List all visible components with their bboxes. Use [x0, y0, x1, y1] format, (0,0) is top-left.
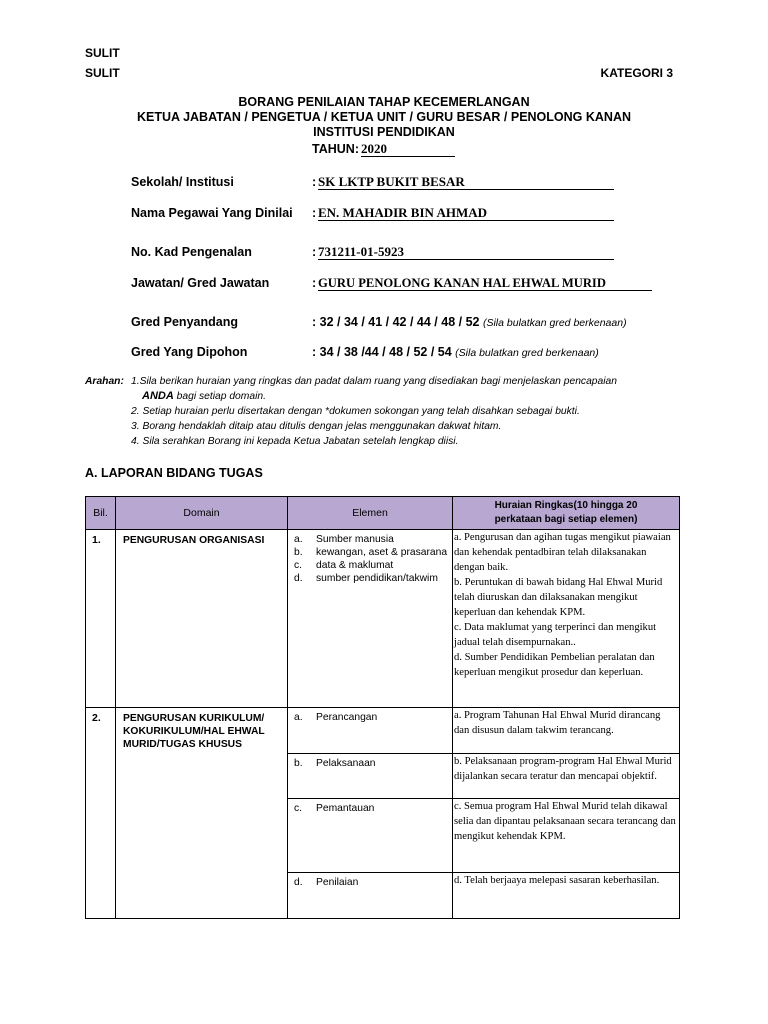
- row2-element-d: d. Penilaian: [288, 873, 453, 919]
- row2-element-c: c. Pemantauan: [288, 799, 453, 873]
- sulit-top: SULIT: [85, 46, 120, 60]
- row2-element-b: b. Pelaksanaan: [288, 754, 453, 799]
- row2-element-a: a. Perancangan: [288, 708, 453, 754]
- row2-bil: 2.: [86, 708, 116, 919]
- gred-penyandang-note: (Sila bulatkan gred berkenaan): [482, 317, 627, 329]
- tahun-value: 2020: [361, 142, 455, 157]
- huraian-d: d. Sumber Pendidikan Pembelian peralatan dan keperluan mengikut prosedur dan keperluan.: [454, 652, 655, 678]
- jawatan-label: Jawatan/ Gred Jawatan: [131, 276, 270, 290]
- arahan-label: Arahan:: [85, 376, 124, 387]
- nama-value: EN. MAHADIR BIN AHMAD: [318, 206, 614, 221]
- list-item: c. data & maklumat: [294, 560, 394, 571]
- nama-label: Nama Pegawai Yang Dinilai: [131, 206, 293, 220]
- list-item: d. sumber pendidikan/takwim: [294, 573, 438, 584]
- sekolah-colon: :: [312, 175, 317, 189]
- row1-domain: PENGURUSAN ORGANISASI: [116, 530, 288, 708]
- table-row: [86, 708, 680, 754]
- gred-dipohon-note: (Sila bulatkan gred berkenaan): [455, 347, 599, 359]
- nama-colon: :: [312, 206, 317, 220]
- row1-huraian: [453, 530, 680, 708]
- header-bil: Bil.: [86, 497, 116, 530]
- huraian-a: a. Pengurusan dan agihan tugas mengikut piawaian dan kehendak pentadbiran telah dilaksanakan dengan baik.: [454, 532, 671, 573]
- jawatan-value: GURU PENOLONG KANAN HAL EHWAL MURID: [318, 276, 652, 291]
- row2-huraian-a: a. Program Tahunan Hal Ehwal Murid dirancang dan disusun dalam takwim terancang.: [453, 708, 680, 754]
- huraian-c: c. Data maklumat yang terperinci dan mengikut jadual telah disempurnakan..: [454, 622, 657, 648]
- header-huraian-line2: perkataan bagi setiap elemen): [494, 514, 638, 525]
- row2-huraian-c: c. Semua program Hal Ehwal Murid telah dikawal selia dan dipantau pelaksanaan secara terancang dan mengikut kehendak KPM.: [453, 799, 680, 873]
- table-row: [86, 530, 680, 708]
- kategori-label: KATEGORI 3: [600, 66, 673, 80]
- kad-pengenalan-value: 731211-01-5923: [318, 245, 614, 260]
- arahan-item-4: 4. Sila serahkan Borang ini kepada Ketua Jabatan setelah lengkap diisi.: [131, 436, 459, 447]
- header-huraian: [453, 497, 680, 530]
- gred-penyandang-value: : 32 / 34 / 41 / 42 / 44 / 48 / 52: [312, 315, 480, 329]
- arahan-item-1-cont: [142, 389, 266, 404]
- arahan-item-1: 1.Sila berikan huraian yang ringkas dan padat dalam ruang yang disediakan bagi menjelaskan pencapaian: [131, 376, 618, 387]
- header-huraian-line1: Huraian Ringkas(10 hingga 20: [494, 500, 638, 511]
- gred-dipohon-value: : 34 / 38 /44 / 48 / 52 / 54: [312, 345, 452, 359]
- list-item: a. Sumber manusia: [294, 534, 394, 545]
- sulit-label: SULIT: [85, 66, 120, 80]
- arahan-anda: ANDA: [142, 390, 174, 402]
- arahan-item-2: 2. Setiap huraian perlu disertakan dengan *dokumen sokongan yang telah disahkan sebagai bukti.: [131, 406, 580, 417]
- kad-pengenalan-label: No. Kad Pengenalan: [131, 245, 252, 259]
- section-title: A. LAPORAN BIDANG TUGAS: [85, 466, 263, 480]
- arahan-item-3: 3. Borang hendaklah ditaip atau ditulis dengan jelas menggunakan dakwat hitam.: [131, 421, 502, 432]
- header-elemen: Elemen: [288, 497, 453, 530]
- header-domain: Domain: [116, 497, 288, 530]
- gred-dipohon-label: Gred Yang Dipohon: [131, 345, 248, 359]
- row1-bil: 1.: [86, 530, 116, 708]
- row1-elements: [288, 530, 453, 708]
- arahan-item-1-tail: bagi setiap domain.: [176, 391, 266, 402]
- sekolah-label: Sekolah/ Institusi: [131, 175, 234, 189]
- form-title-line2: KETUA JABATAN / PENGETUA / KETUA UNIT / GURU BESAR / PENOLONG KANAN: [137, 110, 631, 124]
- form-title-line1: BORANG PENILAIAN TAHAP KECEMERLANGAN: [238, 95, 530, 109]
- list-item: b. kewangan, aset & prasarana: [294, 547, 448, 558]
- sekolah-value: SK LKTP BUKIT BESAR: [318, 175, 614, 190]
- table-header-row: [86, 497, 680, 530]
- gred-penyandang: [312, 315, 627, 329]
- huraian-b: b. Peruntukan di bawah bidang Hal Ehwal Murid telah diuruskan dan dilaksanakan mengikut keperluan dan kehendak KPM.: [454, 577, 663, 618]
- gred-penyandang-label: Gred Penyandang: [131, 315, 238, 329]
- gred-dipohon: [312, 345, 599, 359]
- jawatan-colon: :: [312, 276, 317, 290]
- laporan-table: [85, 496, 680, 919]
- kad-pengenalan-colon: :: [312, 245, 317, 259]
- row2-huraian-b: b. Pelaksanaan program-program Hal Ehwal Murid dijalankan secara teratur dan mencapai objektif.: [453, 754, 680, 799]
- row2-huraian-d: d. Telah berjaaya melepasi sasaran keberhasilan.: [453, 873, 680, 919]
- form-title-line3: INSTITUSI PENDIDIKAN: [313, 125, 455, 139]
- row2-domain: PENGURUSAN KURIKULUM/ KOKURIKULUM/HAL EHWAL MURID/TUGAS KHUSUS: [116, 708, 288, 919]
- tahun-label: TAHUN:: [312, 142, 359, 156]
